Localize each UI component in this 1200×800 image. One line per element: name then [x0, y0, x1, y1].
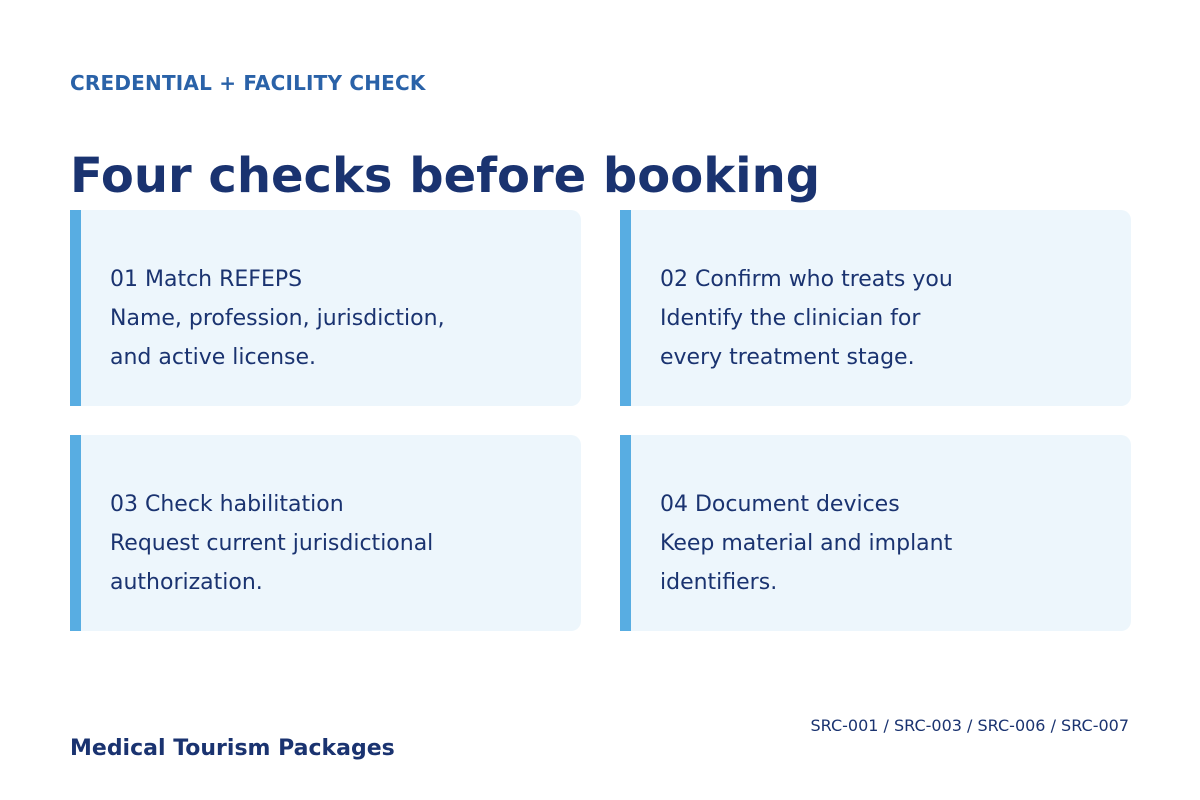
card-description-line: Identify the clinician for — [660, 306, 921, 331]
page-title: Four checks before booking — [70, 148, 821, 204]
card-accent-bar — [70, 210, 81, 406]
card-accent-bar — [70, 435, 81, 631]
check-card-2 — [620, 210, 1131, 406]
card-heading: 03 Check habilitation — [110, 492, 344, 517]
card-description-line: Request current jurisdictional — [110, 531, 434, 556]
check-card-1 — [70, 210, 581, 406]
card-accent-bar — [620, 210, 631, 406]
eyebrow-label: CREDENTIAL + FACILITY CHECK — [70, 71, 426, 95]
card-text — [110, 260, 561, 377]
check-card-4 — [620, 435, 1131, 631]
card-text — [110, 485, 561, 602]
check-card-3 — [70, 435, 581, 631]
card-description-line: Keep material and implant — [660, 531, 953, 556]
card-text — [660, 485, 1111, 602]
card-description-line: and active license. — [110, 345, 317, 370]
card-heading: 01 Match REFEPS — [110, 267, 303, 292]
card-text — [660, 260, 1111, 377]
card-heading: 04 Document devices — [660, 492, 900, 517]
card-description-line: authorization. — [110, 570, 263, 595]
card-description-line: every treatment stage. — [660, 345, 915, 370]
brand-name: Medical Tourism Packages — [70, 736, 395, 761]
card-description-line: identifiers. — [660, 570, 778, 595]
card-accent-bar — [620, 435, 631, 631]
card-heading: 02 Confirm who treats you — [660, 267, 953, 292]
card-description-line: Name, profession, jurisdiction, — [110, 306, 445, 331]
source-references: SRC-001 / SRC-003 / SRC-006 / SRC-007 — [810, 716, 1129, 735]
